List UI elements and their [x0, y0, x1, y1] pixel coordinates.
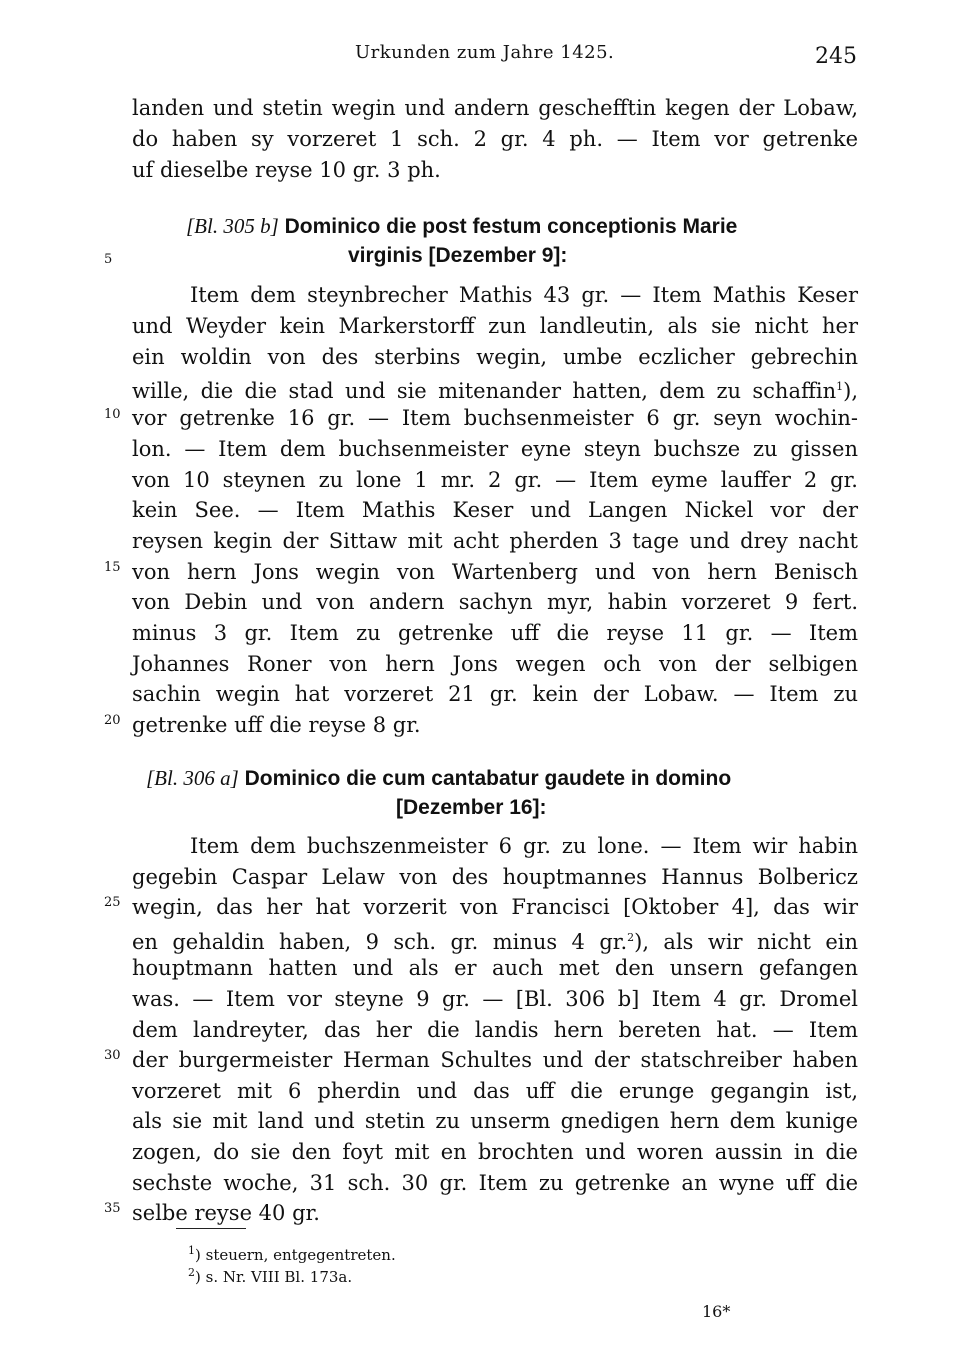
heading-text: Dominico die post festum conceptionis Marie — [284, 215, 738, 238]
text-line: wegin, das her hat vorzerit von Francisci [Oktober 4], das wir — [132, 895, 858, 919]
text-segment: wille, die die stad und sie mitenander hatten, dem zu schaffin — [132, 379, 837, 403]
page-number: 245 — [815, 44, 857, 69]
line-number: 10 — [104, 407, 121, 422]
text-line: kein See. — Item Mathis Keser und Langen Nickel vor der — [132, 498, 858, 522]
text-line: lon. — Item dem buchsenmeister eyne steyn buchsze zu gissen — [132, 437, 858, 461]
text-line: Item dem steynbrecher Mathis 43 gr. — Item Mathis Keser — [190, 283, 858, 307]
text-line: und Weyder kein Markerstorff zun landleutin, als sie nicht her — [132, 314, 858, 338]
text-line: was. — Item vor steyne 9 gr. — [Bl. 306 b] Item 4 gr. Dromel — [132, 987, 858, 1011]
section-heading — [146, 766, 731, 791]
footnote-mark: 1 — [188, 1244, 195, 1257]
text-line: landen und stetin wegin und andern geschefftin kegen der Lobaw, — [132, 96, 858, 120]
text-segment: ), als wir nicht ein — [634, 930, 858, 954]
text-line: getrenke uff die reyse 8 gr. — [132, 713, 421, 737]
footnote — [188, 1266, 352, 1286]
section-heading-cont: virginis [Dezember 9]: — [348, 244, 568, 267]
signature-mark: 16* — [702, 1302, 731, 1321]
folio-reference: [Bl. 306 a] — [146, 766, 239, 790]
text-line: do haben sy vorzeret 1 sch. 2 gr. 4 ph. — Item vor getrenke — [132, 127, 858, 151]
footnote-text: ) steuern, entgegentreten. — [195, 1246, 396, 1264]
text-line: von Debin und von andern sachyn myr, habin vorzeret 9 fert. — [132, 590, 858, 614]
footnote-mark: 2 — [627, 931, 635, 944]
line-number: 5 — [104, 252, 113, 267]
text-line: reysen kegin der Sittaw mit acht pherden 3 tage und drey nacht — [132, 529, 858, 553]
line-number: 15 — [104, 560, 121, 575]
line-number: 30 — [104, 1048, 121, 1063]
text-segment: ), — [843, 379, 858, 403]
text-line: minus 3 gr. Item zu getrenke uff die reyse 11 gr. — Item — [132, 621, 858, 645]
text-line: der burgermeister Herman Schultes und der statschreiber haben — [132, 1048, 858, 1072]
footnote-text: ) s. Nr. VIII Bl. 173a. — [195, 1268, 353, 1286]
text-line: Item dem buchszenmeister 6 gr. zu lone. — Item wir habin — [190, 834, 858, 858]
section-heading — [186, 214, 737, 239]
text-line: selbe reyse 40 gr. — [132, 1201, 320, 1225]
footnote-mark: 2 — [188, 1266, 195, 1279]
text-line — [132, 374, 858, 404]
text-line: von hern Jons wegin von Wartenberg und von hern Benisch — [132, 560, 858, 584]
heading-text: Dominico die cum cantabatur gaudete in domino — [244, 767, 732, 790]
line-number: 35 — [104, 1201, 121, 1216]
text-line — [132, 925, 858, 955]
text-line: uf dieselbe reyse 10 gr. 3 ph. — [132, 158, 441, 182]
text-line: ein woldin von des sterbins wegin, umbe eczlicher gebrechin — [132, 345, 858, 369]
text-line: als sie mit land und stetin zu unserm gnedigen hern dem kunige — [132, 1109, 858, 1133]
text-line: vor getrenke 16 gr. — Item buchsenmeister 6 gr. seyn wochin- — [132, 406, 858, 430]
line-number: 25 — [104, 895, 121, 910]
running-title: Urkunden zum Jahre 1425. — [355, 42, 615, 63]
text-segment: en gehaldin haben, 9 sch. gr. minus 4 gr. — [132, 930, 628, 954]
text-line: gegebin Caspar Lelaw von des houptmannes Hannus Bolbericz — [132, 865, 858, 889]
text-line: houptmann hatten und als er auch met den unsern gefangen — [132, 956, 858, 980]
footnote — [188, 1244, 396, 1264]
section-heading-cont: [Dezember 16]: — [396, 796, 547, 819]
text-line: zogen, do sie den foyt mit en brochten und woren aussin in die — [132, 1140, 858, 1164]
text-line: Johannes Roner von hern Jons wegen och von der selbigen — [132, 652, 858, 676]
footnote-mark: 1 — [836, 380, 844, 393]
footnote-rule — [176, 1228, 246, 1229]
text-line: von 10 steynen zu lone 1 mr. 2 gr. — Item eyme lauffer 2 gr. — [132, 468, 858, 492]
folio-reference: [Bl. 305 b] — [186, 214, 279, 238]
text-line: vorzeret mit 6 pherdin und das uff die erunge gegangin ist, — [132, 1079, 858, 1103]
text-line: dem landreyter, das her die landis hern bereten hat. — Item — [132, 1018, 858, 1042]
line-number: 20 — [104, 713, 121, 728]
text-line: sechste woche, 31 sch. 30 gr. Item zu getrenke an wyne uff die — [132, 1171, 858, 1195]
text-line: sachin wegin hat vorzeret 21 gr. kein der Lobaw. — Item zu — [132, 682, 858, 706]
